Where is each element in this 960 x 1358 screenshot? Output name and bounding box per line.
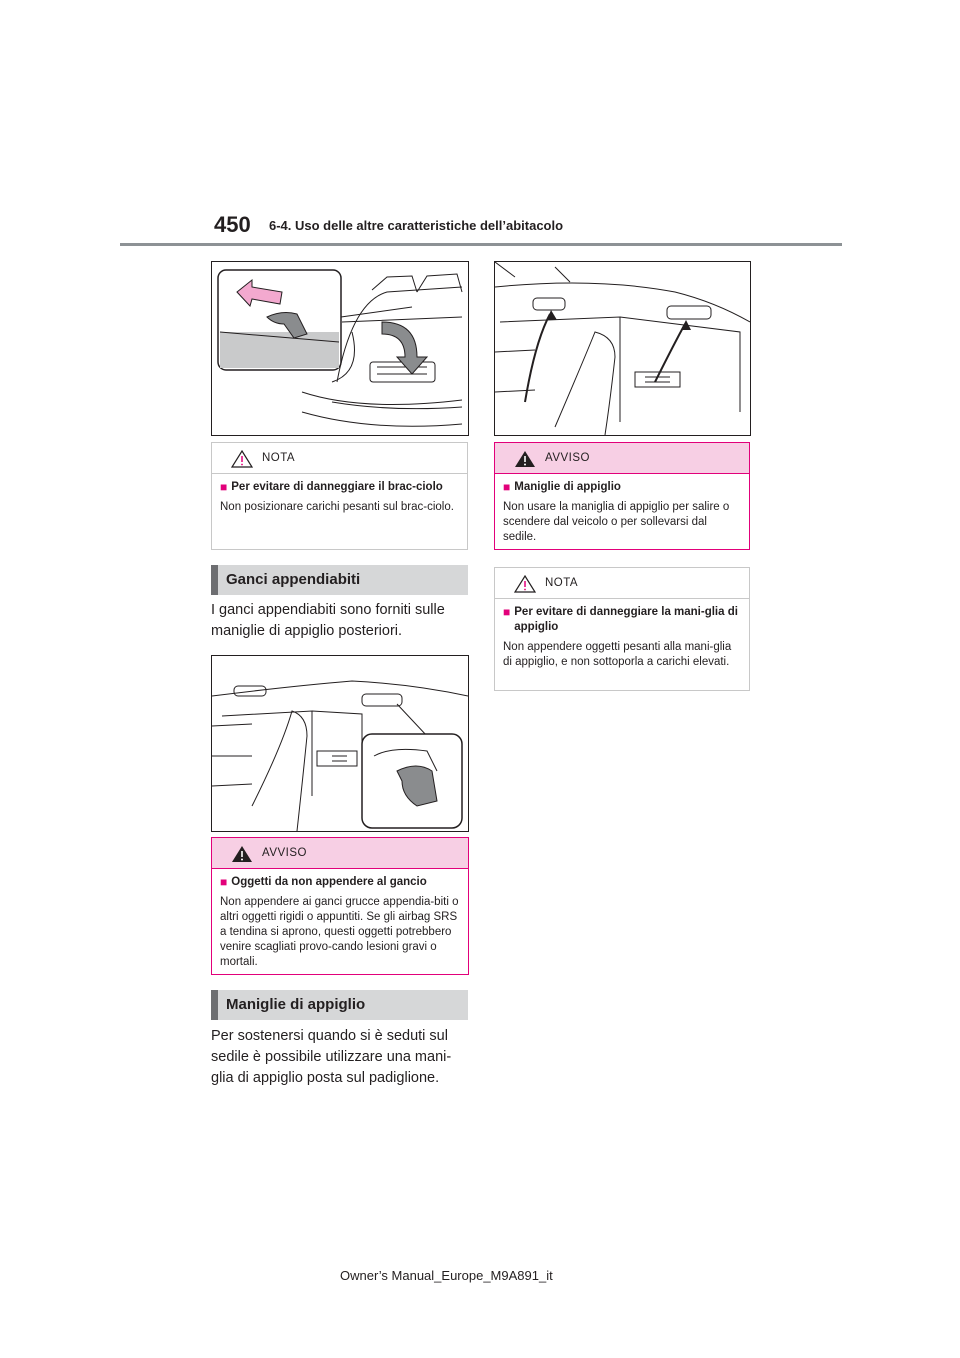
nota-armrest-box: [211, 442, 468, 550]
page-number: 450: [214, 212, 251, 237]
avviso-text: Non appendere ai ganci grucce appendia-biti o altri oggetti rigidi o appuntiti. Se gli airbag SRS a tendina si aprono, questi oggetti potrebbero venire scagliati provo-cando lesioni gravi o mortali.: [220, 896, 459, 968]
nota-title: NOTA: [262, 452, 296, 464]
warning-triangle-outline-icon: [230, 449, 254, 469]
footer-manual-id: Owner’s Manual_Europe_M9A891_it: [340, 1268, 553, 1283]
handles-paragraph: Per sostenersi quando si è seduti sul sedile è possibile utilizzare una mani-glia di appiglio posta sul padiglione.: [211, 1028, 452, 1086]
nota-header: [212, 443, 467, 474]
bullet-square-icon: ■: [503, 605, 511, 619]
avviso-hooks-box: [211, 837, 469, 975]
section-heading-handles: Maniglie di appiglio: [211, 990, 468, 1020]
hooks-paragraph: I ganci appendiabiti sono forniti sulle maniglie di appiglio posteriori.: [211, 602, 445, 639]
nota-text: Non posizionare carichi pesanti sul brac-ciolo.: [220, 501, 454, 513]
assist-grip-illustration: [494, 261, 751, 436]
nota-header: [495, 568, 749, 599]
warning-triangle-filled-icon: [230, 844, 254, 864]
avviso-header: [212, 838, 468, 869]
avviso-title: AVVISO: [545, 452, 590, 464]
bullet-square-icon: ■: [220, 875, 228, 889]
bullet-square-icon: ■: [503, 480, 511, 494]
coat-hook-illustration: [211, 655, 469, 832]
avviso-header: [495, 443, 749, 474]
avviso-subtitle: Oggetti da non appendere al gancio: [231, 876, 427, 888]
nota-subtitle: Per evitare di danneggiare il brac-ciolo: [231, 481, 443, 493]
section-heading-hooks: Ganci appendiabiti: [211, 565, 468, 595]
bullet-square-icon: ■: [220, 480, 228, 494]
warning-triangle-filled-icon: [513, 449, 537, 469]
warning-triangle-outline-icon: [513, 574, 537, 594]
nota-subtitle: Per evitare di danneggiare la mani-glia di appiglio: [514, 606, 738, 633]
nota-text: Non appendere oggetti pesanti alla mani-glia di appiglio, e non sottoporla a carichi elevati.: [503, 641, 732, 668]
armrest-illustration: [211, 261, 469, 436]
header-rule: [120, 243, 842, 246]
avviso-title: AVVISO: [262, 847, 307, 859]
nota-handles-box: [494, 567, 750, 691]
chapter-title: 6-4. Uso delle altre caratteristiche dell’abitacolo: [269, 218, 564, 233]
avviso-handles-box: [494, 442, 750, 550]
avviso-text: Non usare la maniglia di appiglio per salire o scendere dal veicolo o per sollevarsi dal sedile.: [503, 501, 730, 543]
nota-title: NOTA: [545, 577, 579, 589]
avviso-subtitle: Maniglie di appiglio: [514, 481, 621, 493]
